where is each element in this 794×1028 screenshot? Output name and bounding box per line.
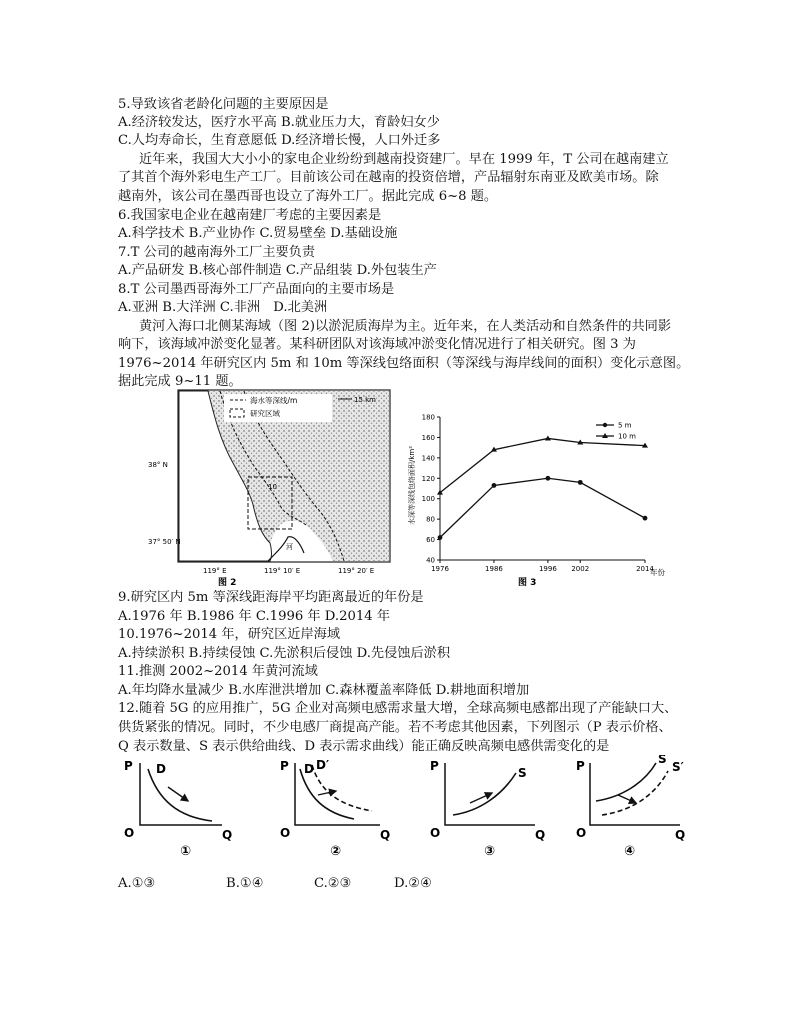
q12-option-a[interactable]: A.①③: [118, 876, 156, 891]
chart-x-axis-suffix: 年份: [650, 568, 665, 577]
passage-2-line-3: 1976~2014 年研究区内 5m 和 10m 等深线包络面积（等深线与海岸线间的面积）变化示意图。: [118, 356, 690, 371]
q8-stem: 8.T 公司墨西哥海外工厂产品面向的主要市场是: [118, 282, 395, 297]
y-tick-label-180: 180: [421, 413, 435, 422]
q7-stem: 7.T 公司的越南海外工厂主要负责: [118, 245, 316, 260]
y-tick-label-60: 60: [426, 536, 435, 545]
q12-option-c[interactable]: C.②③: [314, 876, 352, 891]
q7-options: A.产品研发 B.核心部件制造 C.产品组装 D.外包装生产: [118, 263, 437, 278]
q12-option-d[interactable]: D.②④: [394, 876, 432, 891]
diagram-3-p-label: P: [430, 759, 439, 773]
y-tick-label-80: 80: [426, 515, 435, 524]
econ-svg: [110, 755, 690, 860]
x-tick-label-1986: 1986: [485, 565, 503, 573]
chart-series: [437, 432, 648, 539]
y-tick-label-160: 160: [421, 433, 435, 442]
diagram-3-supply-curve: [453, 773, 516, 815]
diagram-2-curve-label-d: D: [304, 762, 314, 776]
q12-stem-line-2: 供货紧张的情况。同时，不少电感厂商提高产能。若不考虑其他因素，下列图示（P 表示价格、: [118, 720, 672, 735]
q12-stem-line-3: Q 表示数量、S 表示供给曲线、D 表示需求曲线）能正确反映高频电感供需变化的是: [118, 739, 610, 754]
q11-options: A.年均降水量减少 B.水库泄洪增加 C.森林覆盖率降低 D.耕地面积增加: [118, 683, 530, 698]
legend-marker-5m: [603, 423, 607, 427]
area-chart-svg: [400, 405, 690, 590]
diagram-4-o-label: O: [576, 826, 587, 840]
q9-options: A.1976 年 B.1986 年 C.1996 年 D.2014 年: [118, 609, 391, 624]
y-tick-label-120: 120: [421, 474, 435, 483]
econ-diagram-1: [124, 759, 232, 859]
point-5m-1996: [545, 476, 550, 481]
diagram-2-o-label: O: [280, 826, 291, 840]
q5-options-cd: C.人均寿命长，生育意愿低 D.经济增长慢，人口外迁多: [118, 133, 441, 148]
diagram-4-number: ④: [624, 844, 636, 859]
legend-label-10m: 10 m: [618, 432, 636, 441]
diagram-4-q-label: Q: [675, 828, 686, 842]
diagram-4-p-label: P: [576, 759, 585, 773]
q12-stem-line-1: 12.随着 5G 的应用推广，5G 企业对高频电感需求量大增，全球高频电感都出现了产能缺口大、: [118, 701, 678, 716]
diagram-2-demand-curve: [300, 769, 354, 819]
q8-options: A.亚洲 B.大洋洲 C.非洲 D.北美洲: [118, 300, 328, 315]
point-5m-1976: [438, 535, 443, 540]
x-tick-label-2014: 2014: [636, 565, 654, 573]
diagram-1-o-label: O: [124, 826, 135, 840]
passage-2-line-1: 黄河入海口北侧某海域（图 2)以淤泥质海岸为主。近年来，在人类活动和自然条件的共同影: [139, 319, 672, 334]
econ-diagram-3: [430, 759, 545, 859]
lon-label-11920e: 119° 20′ E: [338, 567, 375, 575]
q11-stem: 11.推测 2002~2014 年黄河流域: [118, 664, 318, 679]
depth-label-10: 10: [268, 483, 277, 491]
passage-1-line-1: 近年来，我国大大小小的家电企业纷纷到越南投资建厂。早在 1999 年，T 公司在越南建立: [139, 152, 669, 167]
legend-area-label: 研究区域: [250, 409, 280, 418]
chart-axes: [440, 417, 645, 560]
q10-options: A.持续淤积 B.持续侵蚀 C.先淤积后侵蚀 D.先侵蚀后淤积: [118, 646, 451, 661]
q5-options-ab: A.经济较发达，医疗水平高 B.就业压力大，育龄妇女少: [118, 115, 440, 130]
lon-label-11910e: 119° 10′ E: [264, 567, 301, 575]
diagram-4-curve-label-s: S: [658, 755, 667, 766]
diagram-1-curve-label-d: D: [156, 762, 166, 776]
lat-label-3750n: 37° 50′ N: [148, 538, 181, 546]
point-10m-1996: [545, 435, 551, 440]
q6-options: A.科学技术 B.产业协作 C.贸易壁垒 D.基础设施: [118, 226, 398, 241]
series-line-5m: [440, 478, 645, 537]
q10-stem: 10.1976~2014 年，研究区近岸海域: [118, 627, 341, 642]
diagram-3-o-label: O: [430, 826, 441, 840]
passage-2-line-4: 据此完成 9~11 题。: [118, 374, 242, 389]
map-caption: 图 2: [218, 578, 237, 588]
chart-y-ticks: [422, 414, 440, 565]
diagram-3-curve-label-s: S: [518, 766, 527, 780]
diagram-1-shift-arrow: [168, 787, 188, 801]
x-tick-label-1976: 1976: [431, 565, 449, 573]
chart-y-axis-label: 水深等深线包络面积/km²: [408, 445, 416, 525]
diagram-4-shift-arrow: [618, 795, 636, 803]
diagram-1-q-label: Q: [222, 828, 233, 842]
lon-label-119e: 119° E: [203, 567, 227, 575]
diagram-2-number: ②: [330, 844, 342, 859]
chart-x-ticks: [431, 560, 654, 573]
econ-diagram-2: [280, 758, 390, 859]
legend-label-5m: 5 m: [618, 421, 632, 430]
diagram-2-p-label: P: [280, 759, 289, 773]
point-5m-2002: [578, 480, 583, 485]
series-line-10m: [440, 438, 645, 492]
q5-stem: 5.导致该省老龄化问题的主要原因是: [118, 97, 329, 112]
chart-caption: 图 3: [518, 578, 537, 588]
chart-axis-lines: [440, 417, 645, 560]
x-tick-label-1996: 1996: [538, 565, 557, 573]
diagram-2-curve-label-d-prime: D′: [316, 758, 330, 772]
passage-1-line-3: 越南外，该公司在墨西哥也设立了海外工厂。据此完成 6~8 题。: [118, 189, 498, 204]
y-tick-label-40: 40: [426, 556, 435, 565]
y-tick-label-100: 100: [421, 495, 435, 504]
diagram-1-axes: [140, 763, 222, 825]
econ-diagram-4: [576, 755, 685, 859]
diagram-2-q-label: Q: [380, 828, 391, 842]
diagram-1-p-label: P: [124, 759, 133, 773]
diagram-3-q-label: Q: [535, 828, 546, 842]
diagram-2-shift-arrow: [318, 791, 336, 795]
point-5m-2014: [643, 516, 648, 521]
econ-diagrams: [110, 755, 690, 860]
area-chart-figure: [400, 405, 690, 590]
river-label: 河: [286, 543, 293, 551]
passage-2-line-2: 响下，该海域冲淤变化显著。某科研团队对该海域冲淤变化情况进行了相关研究。图 3 为: [118, 337, 636, 352]
diagram-3-number: ③: [484, 844, 496, 859]
diagram-4-curve-label-s-prime: S′: [672, 760, 684, 774]
legend-depth-label: 海水等深线/m: [250, 396, 298, 405]
x-tick-label-2002: 2002: [571, 565, 590, 573]
diagram-4-supply-curve: [596, 763, 656, 801]
map-figure: [148, 385, 398, 590]
y-tick-label-140: 140: [421, 454, 435, 463]
map-svg: [148, 385, 398, 590]
point-5m-1986: [492, 483, 497, 488]
scale-label: 15 km: [354, 396, 377, 404]
q12-option-b[interactable]: B.①④: [226, 876, 264, 891]
q9-stem: 9.研究区内 5m 等深线距海岸平均距离最近的年份是: [118, 590, 424, 605]
diagram-1-number: ①: [180, 844, 192, 859]
lat-label-38n: 38° N: [148, 461, 168, 469]
diagram-4-shifted-supply-curve: [602, 771, 668, 815]
chart-legend: [596, 422, 636, 441]
q6-stem: 6.我国家电企业在越南建厂考虑的主要因素是: [118, 208, 382, 223]
passage-1-line-2: 了其首个海外彩电生产工厂。目前该公司在越南的投资倍增，产品辐射东南亚及欧美市场。除: [118, 170, 659, 185]
